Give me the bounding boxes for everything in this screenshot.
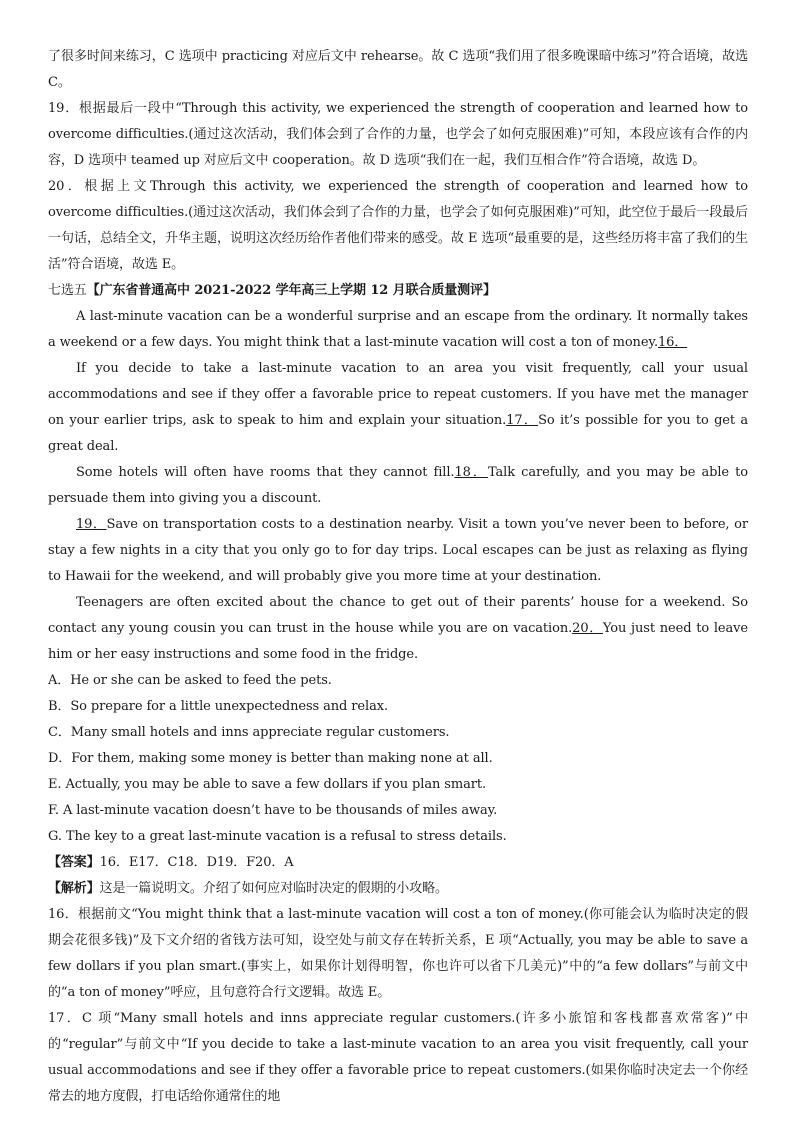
explanation-17: 17．C 项“Many small hotels and inns appreciate regular customers.(许多小旅馆和客栈都喜欢常客)”中的“regular”与前文中“If you decide to take a last-minute vacation to an area you visit frequently, call your usual accommodations and see if they offer a favorable price to repeat customers.(如果你临时决定去一个你经常去的地方度假，打电话给你通常住的地 <box>48 1011 748 1104</box>
explanation-19: 19．根据最后一段中“Through this activity, we experienced the strength of cooperation and learned how to overcome difficulties.(通过这次活动，我们体会到了合作的力量，也学会了如何克服困难)”可知，本段应该有合作的内容，D 选项中 teamed up 对应后文中 cooperation。故 D 选项“我们在一起，我们互相合作”符合语境，故选 D。 <box>48 101 748 168</box>
blank-19: 19． <box>76 517 107 532</box>
option-g: G. The key to a great last-minute vacation is a refusal to stress details. <box>48 829 507 844</box>
analysis-line <box>48 876 748 902</box>
section-heading <box>48 278 748 304</box>
answer-text: 16．E17．C18．D19．F20．A <box>99 855 294 870</box>
explanation-16: 16．根据前文“You might think that a last-minute vacation will cost a ton of money.(你可能会认为临时决定的假期会花很多钱)”及下文介绍的省钱方法可知，设空处与前文存在转折关系，E 项“Actually, you may be able to save a few dollars if you plan smart.(事实上，如果你计划得明智，你也许可以省下几美元)”中的“a few dollars”与前文中的“a ton of money”呼应，且句意符合行文逻辑。故选 E。 <box>48 907 748 1000</box>
analysis-label: 【解析】 <box>48 881 100 896</box>
blank-16: 16． <box>657 335 688 350</box>
blank-17: 17． <box>506 413 539 428</box>
section-source: 【广东省普通高中 2021-2022 学年高三上学期 12 月联合质量测评】 <box>86 283 496 298</box>
explanation-20: 20．根据上文Through this activity, we experienced the strength of cooperation and learned how to overcome difficulties.(通过这次活动，我们体会到了合作的力量，也学会了如何克服困难)”可知，此空位于最后一段最后一句话，总结全文，升华主题，说明这次经历给作者他们带来的感受。故 E 选项“最重要的是，这些经历将丰富了我们的生活”符合语境，故选 E。 <box>48 179 748 272</box>
option-e: E. Actually, you may be able to save a few dollars if you plan smart. <box>48 777 486 792</box>
answer-line <box>48 850 748 876</box>
option-f: F. A last-minute vacation doesn’t have to be thousands of miles away. <box>48 803 498 818</box>
blank-18: 18． <box>454 465 488 480</box>
section-prefix: 七选五 <box>48 283 87 298</box>
option-d: D．For them, making some money is better than making none at all. <box>48 751 493 766</box>
option-b: B．So prepare for a little unexpectedness and relax. <box>48 699 388 714</box>
passage-paragraph-3: Some hotels will often have rooms that they cannot fill.18．Talk carefully, and you may be able to persuade them into giving you a discount. <box>48 465 748 506</box>
answer-label: 【答案】 <box>48 855 100 870</box>
blank-20: 20． <box>572 621 603 636</box>
passage-paragraph-2: If you decide to take a last-minute vacation to an area you visit frequently, call your usual accommodations and see if they offer a favorable price to repeat customers. If you have met the manager on your earlier trips, ask to speak to him and explain your situation.17．So it’s possible for you to get a great deal. <box>48 361 748 454</box>
prev-explanation-tail: 了很多时间来练习，C 选项中 practicing 对应后文中 rehearse。故 C 选项“我们用了很多晚课暗中练习”符合语境，故选 C。 <box>48 49 748 90</box>
passage-paragraph-4: 19．Save on transportation costs to a destination nearby. Visit a town you’ve never been to before, or stay a few nights in a city that you only go to for day trips. Local escapes can be just as relaxing as flying to Hawaii for the weekend, and will probably give you more time at your destination. <box>48 517 748 584</box>
option-a: A．He or she can be asked to feed the pets. <box>48 673 332 688</box>
passage-paragraph-5: Teenagers are often excited about the chance to get out of their parents’ house for a weekend. So contact any young cousin you can trust in the house while you are on vacation.20．You just need to leave him or her easy instructions and some food in the fridge. <box>48 595 748 662</box>
analysis-text: 这是一篇说明文。介绍了如何应对临时决定的假期的小攻略。 <box>99 881 448 896</box>
option-c: C．Many small hotels and inns appreciate regular customers. <box>48 725 450 740</box>
document-page <box>48 44 748 1110</box>
passage-paragraph-1: A last-minute vacation can be a wonderful surprise and an escape from the ordinary. It normally takes a weekend or a few days. You might think that a last-minute vacation will cost a ton of money.16． <box>48 309 748 350</box>
